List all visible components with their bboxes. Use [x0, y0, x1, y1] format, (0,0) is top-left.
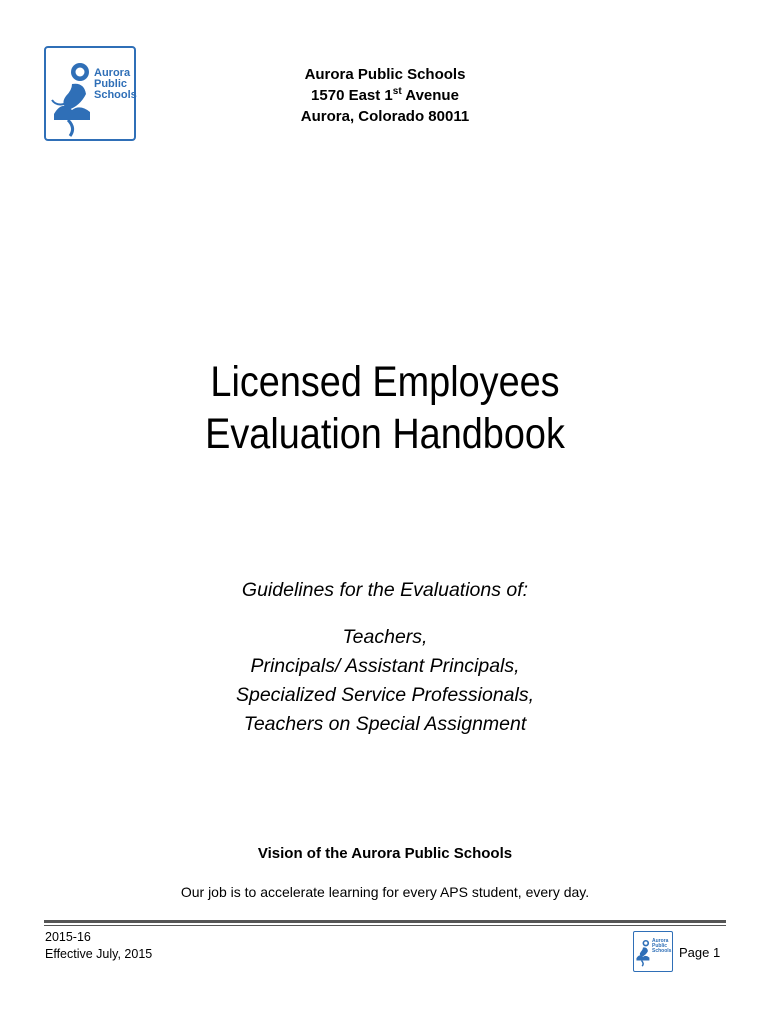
footer-divider-thick [44, 920, 726, 923]
role-item: Specialized Service Professionals, [235, 684, 535, 706]
footer-effective-date: Effective July, 2015 [45, 947, 153, 961]
document-title [46, 356, 724, 460]
title-line-1: Licensed Employees [210, 358, 560, 406]
school-name: Aurora Public Schools [304, 66, 466, 83]
school-address [0, 64, 770, 127]
footer-divider-thin [44, 925, 726, 926]
city-line: Aurora, Colorado 80011 [300, 108, 470, 125]
footer-year: 2015-16 [45, 930, 91, 944]
footer-logo [633, 931, 673, 972]
footer-info [45, 929, 152, 963]
role-item: Teachers on Special Assignment [243, 713, 527, 735]
vision-heading: Vision of the Aurora Public Schools [257, 845, 513, 862]
title-line-2: Evaluation Handbook [205, 410, 565, 458]
role-item: Principals/ Assistant Principals, [250, 655, 520, 677]
logo-wordmark: Aurora Public Schools [94, 67, 137, 101]
subtitle: Guidelines for the Evaluations of: [241, 579, 529, 601]
vision-text: Our job is to accelerate learning for every APS student, every day. [180, 884, 590, 900]
page-number: Page 1 [679, 945, 721, 960]
footer-logo-figure-icon [635, 934, 653, 970]
footer-logo-wordmark: Aurora Public Schools [652, 938, 672, 954]
street-address: 1570 East 1st Avenue [311, 86, 459, 104]
roles-list [0, 623, 770, 739]
role-item: Teachers, [342, 626, 428, 648]
